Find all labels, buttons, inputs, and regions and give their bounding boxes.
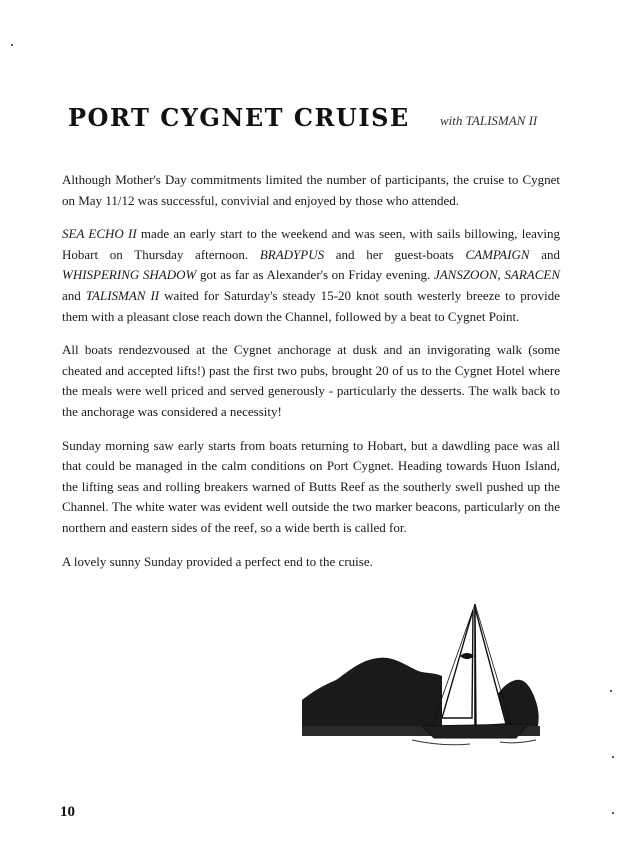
boat-name: JANSZOON: [433, 267, 498, 283]
paragraph-text: ,: [497, 267, 505, 283]
paragraph-intro: Although Mother's Day commitments limited the number of participants, the cruise to Cygnet on May 11/12 was successful, convivial and enjoyed by those who attended.: [62, 172, 560, 208]
article-body: [62, 170, 560, 585]
scan-speck: [612, 812, 614, 814]
scan-speck: [612, 756, 614, 758]
boat-name: WHISPERING SHADOW: [62, 267, 197, 283]
sailboat-illustration: [300, 600, 590, 750]
article-subtitle: with TALISMAN II: [440, 113, 538, 128]
paragraph-text: made an early start to the weekend and was seen, with sails billowing, leaving Hobart on Thursday afternoon.: [62, 226, 560, 262]
paragraph-text: and: [62, 287, 86, 303]
paragraph-sunday: Sunday morning saw early starts from boats returning to Hobart, but a dawdling pace was all that could be managed in the calm conditions on Port Cygnet. Heading towards Huon Island, the lifting seas and rolling breakers warned of Butts Reef as the southerly swell pushed up the Channel. The white water was evident well outside the two marker beacons, particularly on the northern and eastern sides of the reef, so a wide berth is called for.: [62, 437, 560, 535]
boat-name: CAMPAIGN: [465, 246, 530, 262]
jib-sail: [442, 610, 473, 718]
scan-speck: [11, 44, 13, 46]
paragraph-text: got as far as Alexander's on Friday evening.: [196, 267, 434, 283]
article-title: PORT CYGNET CRUISE: [68, 103, 410, 132]
boat-name: TALISMAN II: [85, 287, 160, 303]
island-silhouette: [302, 658, 442, 726]
boat-name: BRADYPUS: [259, 246, 325, 262]
wake: [412, 740, 536, 745]
paragraph-text: and: [529, 246, 560, 262]
boat-name: SEA ECHO II: [62, 226, 137, 242]
boat-name: SARACEN: [504, 267, 560, 283]
mainsail: [475, 608, 506, 726]
paragraph-closing: A lovely sunny Sunday provided a perfect end to the cruise.: [62, 553, 373, 569]
paragraph-cygnet: All boats rendezvoused at the Cygnet anchorage at dusk and an invigorating walk (some cheated and accepted lifts!) past the first two pubs, brought 20 of us to the Cygnet Hotel where the meals were well priced and served generously - particularly the desserts. The walk back to the anchorage was considered a necessity!: [62, 342, 560, 419]
page-number: 10: [60, 804, 75, 820]
paragraph-boats: [62, 224, 560, 327]
paragraph-text: waited for Saturday's steady 15-20 knot south westerly breeze to provide them with a pleasant close reach down the Channel, followed by a beat to Cygnet Point.: [62, 287, 560, 324]
hull: [422, 724, 528, 738]
paragraph-text: and her guest-boats: [324, 246, 466, 262]
scan-speck: [610, 690, 612, 692]
